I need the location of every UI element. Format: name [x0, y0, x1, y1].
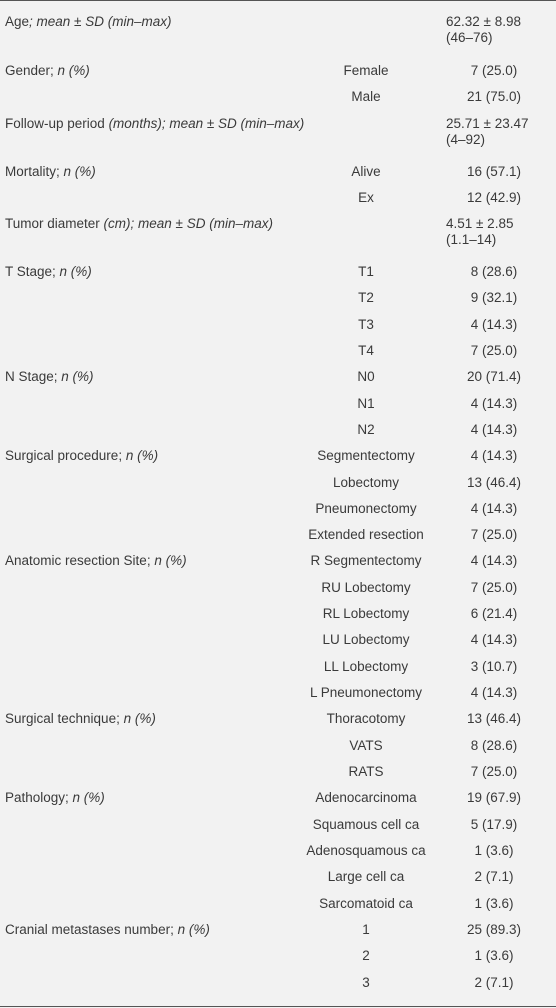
row-value-line: 1 (3.6) — [474, 843, 514, 858]
row-category: N1 — [357, 396, 375, 411]
row-category: T2 — [358, 290, 374, 305]
row-value — [437, 475, 551, 491]
row-label-text: Cranial metastases number; — [5, 922, 178, 937]
row-value-line: 3 (10.7) — [470, 659, 518, 674]
row-value-line: 2 (7.1) — [474, 869, 514, 884]
row-label-text: N Stage; — [5, 369, 62, 384]
row-value-line: 8 (28.6) — [470, 264, 518, 279]
row-value-line: 13 (46.4) — [466, 711, 522, 726]
row-value — [446, 116, 556, 148]
row-category: Lobectomy — [332, 475, 400, 490]
row-label-italic: n (%) — [63, 164, 96, 179]
row-category: N2 — [357, 422, 375, 437]
row-value — [437, 975, 551, 991]
row-label — [5, 448, 158, 464]
row-value-range: (4–92) — [446, 132, 486, 147]
row-value — [446, 216, 556, 248]
row-category: T1 — [358, 264, 374, 279]
row-label-text: Surgical technique; — [5, 711, 124, 726]
row-label — [5, 63, 90, 79]
row-value — [437, 711, 551, 727]
row-value — [437, 685, 551, 701]
row-category: 3 — [362, 975, 370, 990]
row-category: T4 — [358, 343, 374, 358]
row-value-line: 1 (3.6) — [474, 896, 514, 911]
row-category: 1 — [362, 922, 370, 937]
row-value-line: 4 (14.3) — [470, 501, 518, 516]
row-label — [5, 164, 96, 180]
row-value-line: 2 (7.1) — [474, 975, 514, 990]
row-label — [5, 553, 187, 569]
row-value — [437, 343, 551, 359]
row-value-line: 4 (14.3) — [470, 448, 518, 463]
row-category: L Pneumonectomy — [309, 685, 423, 700]
row-label-text: Mortality; — [5, 164, 64, 179]
row-value-line: 4 (14.3) — [470, 422, 518, 437]
row-value — [437, 527, 551, 543]
row-label — [5, 922, 210, 938]
row-value — [437, 396, 551, 412]
row-category: T3 — [358, 317, 374, 332]
row-label-italic: n (%) — [59, 264, 92, 279]
row-value-line: 7 (25.0) — [470, 63, 518, 78]
row-value — [437, 580, 551, 596]
row-value-line: 21 (75.0) — [466, 89, 522, 104]
row-label — [5, 116, 304, 132]
row-value — [437, 264, 551, 280]
row-category: Ex — [358, 190, 374, 205]
row-value — [437, 817, 551, 833]
row-value-line: 7 (25.0) — [470, 527, 518, 542]
row-value-line: 13 (46.4) — [466, 475, 522, 490]
row-value-line: 4 (14.3) — [470, 396, 518, 411]
row-category: RL Lobectomy — [322, 606, 410, 621]
row-category: LU Lobectomy — [322, 632, 410, 647]
row-label — [5, 711, 156, 727]
row-label-italic: n (%) — [177, 922, 210, 937]
row-value-line: 7 (25.0) — [470, 764, 518, 779]
row-value — [446, 14, 556, 46]
row-label-text: T Stage; — [5, 264, 60, 279]
row-category: RATS — [348, 764, 384, 779]
row-label — [5, 216, 273, 232]
row-category: Large cell ca — [327, 869, 405, 884]
row-category: RU Lobectomy — [321, 580, 411, 595]
row-value-range: (46–76) — [446, 30, 493, 45]
row-category: VATS — [349, 738, 383, 753]
row-value — [437, 501, 551, 517]
row-value — [437, 922, 551, 938]
row-category: Female — [343, 63, 389, 78]
row-label — [5, 264, 92, 280]
row-value — [437, 317, 551, 333]
row-value — [437, 190, 551, 206]
row-value-line: 6 (21.4) — [470, 606, 518, 621]
row-value-line: 4 (14.3) — [470, 632, 518, 647]
row-value-line: 25 (89.3) — [466, 922, 522, 937]
row-value-line: 9 (32.1) — [470, 290, 518, 305]
row-value — [437, 164, 551, 180]
row-value-line: 62.32 ± 8.98 — [446, 14, 521, 29]
row-category: Pneumonectomy — [315, 501, 417, 516]
row-value-line: 25.71 ± 23.47 — [446, 116, 529, 131]
row-value-line: 19 (67.9) — [466, 790, 522, 805]
row-value-range: (1.1–14) — [446, 232, 497, 247]
row-label-text: Age — [5, 14, 30, 29]
row-category: Squamous cell ca — [312, 817, 420, 832]
row-value-line: 4 (14.3) — [470, 317, 518, 332]
row-category: 2 — [362, 948, 370, 963]
row-label-text: Follow-up period — [5, 116, 109, 131]
row-category: Male — [351, 89, 381, 104]
row-category: LL Lobectomy — [323, 659, 409, 674]
row-label-italic: n (%) — [123, 711, 156, 726]
row-category: N0 — [357, 369, 375, 384]
row-label-italic: n (%) — [57, 63, 90, 78]
row-value — [437, 63, 551, 79]
row-value — [437, 632, 551, 648]
row-value — [437, 290, 551, 306]
table-top-rule — [0, 0, 556, 1]
row-value-line: 8 (28.6) — [470, 738, 518, 753]
row-value-line: 7 (25.0) — [470, 580, 518, 595]
row-label-italic: n (%) — [61, 369, 94, 384]
row-category: Adenocarcinoma — [315, 790, 417, 805]
row-label-italic: n (%) — [154, 553, 187, 568]
row-category: Thoracotomy — [326, 711, 406, 726]
row-value — [437, 843, 551, 859]
row-value-line: 4.51 ± 2.85 — [446, 216, 514, 231]
row-value-line: 5 (17.9) — [470, 817, 518, 832]
row-value — [437, 738, 551, 754]
row-value — [437, 422, 551, 438]
row-value — [437, 606, 551, 622]
row-label — [5, 14, 171, 30]
row-category: Segmentectomy — [317, 448, 415, 463]
row-value — [437, 790, 551, 806]
row-category: Alive — [351, 164, 381, 179]
row-label-text: Surgical procedure; — [5, 448, 126, 463]
row-label-text: Tumor diameter — [5, 216, 104, 231]
row-label-italic: ; mean ± SD (min–max) — [29, 14, 172, 29]
row-label-text: Anatomic resection Site; — [5, 553, 155, 568]
row-value — [437, 553, 551, 569]
row-value-line: 4 (14.3) — [470, 553, 518, 568]
row-value-line: 7 (25.0) — [470, 343, 518, 358]
row-value — [437, 764, 551, 780]
row-value — [437, 448, 551, 464]
row-label-italic: n (%) — [125, 448, 159, 463]
row-label-text: Pathology; — [5, 790, 73, 805]
row-label-italic: (cm); mean ± SD (min–max) — [103, 216, 273, 231]
row-value — [437, 948, 551, 964]
row-value-line: 4 (14.3) — [470, 685, 518, 700]
row-value-line: 1 (3.6) — [474, 948, 514, 963]
row-value — [437, 659, 551, 675]
row-value-line: 12 (42.9) — [466, 190, 522, 205]
row-value — [437, 869, 551, 885]
row-value — [437, 896, 551, 912]
row-value-line: 20 (71.4) — [466, 369, 522, 384]
row-value — [437, 369, 551, 385]
row-label — [5, 790, 105, 806]
table-bottom-rule — [0, 1006, 556, 1007]
row-value-line: 16 (57.1) — [466, 164, 522, 179]
row-label-italic: (months); mean ± SD (min–max) — [108, 116, 305, 131]
row-label-text: Gender; — [5, 63, 58, 78]
row-category: Extended resection — [308, 527, 424, 542]
row-category: Adenosquamous ca — [306, 843, 426, 858]
row-label-italic: n (%) — [72, 790, 105, 805]
row-label — [5, 369, 94, 385]
row-category: Sarcomatoid ca — [319, 896, 413, 911]
row-category: R Segmentectomy — [310, 553, 422, 568]
row-value — [437, 89, 551, 105]
